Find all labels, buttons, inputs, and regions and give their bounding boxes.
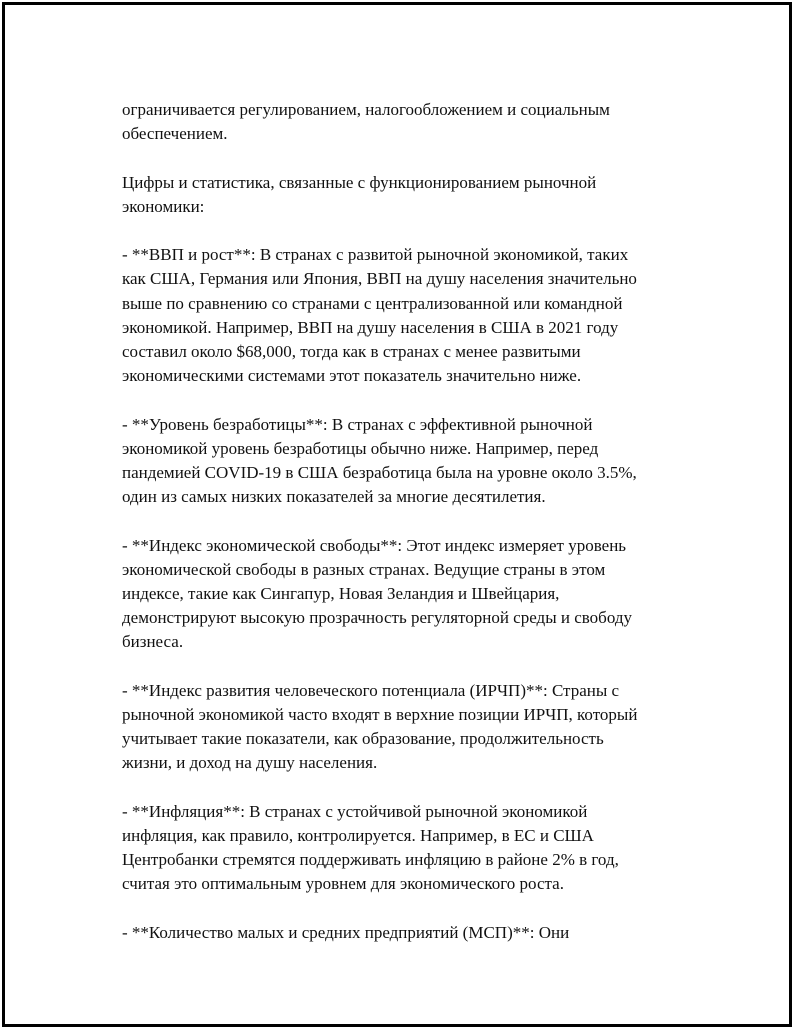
paragraph-gdp: - **ВВП и рост**: В странах с развитой рыночной экономикой, таких как США, Германия или Япония, ВВП на душу населения значительно выше по сравнению со странами с централизованной или командной экономикой. Например, ВВП на душу населения в США в 2021 году составил около $68,000, тогда как в странах с менее развитыми экономическими системами этот показатель значительно ниже. [122,245,637,386]
paragraph-intro-continuation: ограничивается регулированием, налогообложением и социальным обеспечением. [122,100,610,144]
document-body [122,98,712,969]
paragraph-economic-freedom: - **Индекс экономической свободы**: Этот индекс измеряет уровень экономической свободы в разных странах. Ведущие страны в этом индексе, такие как Сингапур, Новая Зеландия и Швейцария, демонстрируют высокую прозрачность регуляторной среды и свободу бизнеса. [122,535,632,652]
paragraph-inflation: - **Инфляция**: В странах с устойчивой рыночной экономикой инфляция, как правило, контролируется. Например, в ЕС и США Центробанки стремятся поддерживать инфляцию в районе 2% в год, считая это оптимальным уровнем для экономического роста. [122,801,619,894]
paragraph-sme: - **Количество малых и средних предприятий (МСП)**: Они [122,922,570,942]
paragraph-unemployment: - **Уровень безработицы**: В странах с эффективной рыночной экономикой уровень безработицы обычно ниже. Например, перед пандемией COVID-19 в США безработица была на уровне около 3.5%, один из самых низких показателей за многие десятилетия. [122,414,637,507]
paragraph-statistics-heading: Цифры и статистика, связанные с функционированием рыночной экономики: [122,172,597,216]
paragraph-hdi: - **Индекс развития человеческого потенциала (ИРЧП)**: Страны с рыночной экономикой часто входят в верхние позиции ИРЧП, который учитывает такие показатели, как образование, продолжительность жизни, и доход на душу населения. [122,680,638,773]
page-frame [2,2,792,1027]
